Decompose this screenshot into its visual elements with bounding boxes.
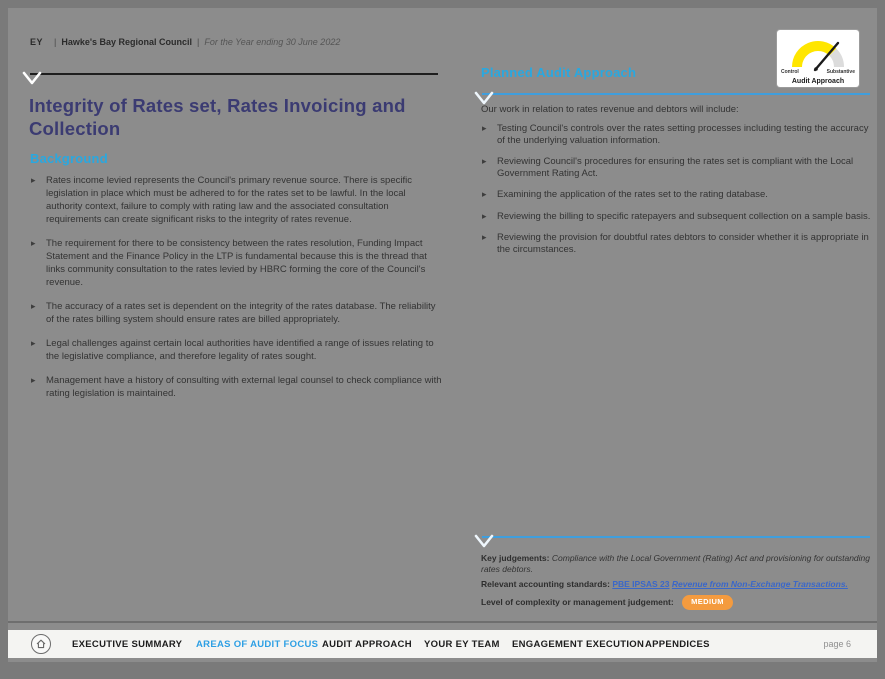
- list-item: ▸ Reviewing the billing to specific ratepayers and subsequent collection on a sample basis.: [481, 211, 875, 223]
- chevron-down-icon: [474, 533, 494, 549]
- nav-appendices[interactable]: APPENDICES: [645, 639, 710, 650]
- slide-page: [8, 8, 877, 662]
- key-judgements-line: [481, 553, 873, 574]
- audit-approach-gauge: [777, 30, 859, 87]
- title-rule: [22, 70, 438, 86]
- chevron-down-icon: [22, 70, 42, 86]
- nav-your-ey-team[interactable]: YOUR EY TEAM: [424, 639, 500, 650]
- nav-audit-approach[interactable]: AUDIT APPROACH: [322, 639, 412, 650]
- header-divider: |: [54, 37, 57, 47]
- accounting-standards-line: [481, 579, 873, 590]
- list-item: ▸ Rates income levied represents the Council's primary revenue source. There is specific legislation in place which must be adhered to for the rates set to be lawful. In the local authority context, failure to comply with rating law and the associated consultation requirements can create significant risks to the integrity of rates revenue.: [30, 174, 444, 226]
- ey-logo: EY: [30, 37, 44, 47]
- nav-engagement-execution[interactable]: ENGAGEMENT EXECUTION: [512, 639, 645, 650]
- list-item: ▸ Testing Council's controls over the rates setting processes including testing the accuracy of the underlying valuation information.: [481, 123, 875, 146]
- list-item: ▸ The requirement for there to be consistency between the rates resolution, Funding Impact Statement and the Finance Policy in the LTP is fundamental because this is the thread that links community consultation to the rates levied by HBRC forming the core of the Council's revenue.: [30, 237, 444, 289]
- gauge-right-label: Substantive: [826, 69, 855, 75]
- approach-intro: Our work in relation to rates revenue and debtors will include:: [481, 104, 739, 115]
- gauge-dial-icon: [777, 30, 859, 87]
- complexity-line: [481, 595, 873, 610]
- key-judgements-text: Compliance with the Local Government (Rating) Act and provisioning for outstanding rates debtors.: [481, 553, 871, 574]
- home-icon: [35, 638, 47, 650]
- footer-nav: [8, 630, 877, 658]
- nav-executive-summary[interactable]: EXECUTIVE SUMMARY: [72, 639, 183, 650]
- page-title: Integrity of Rates set, Rates Invoicing and Collection: [29, 95, 406, 140]
- list-item: ▸ Reviewing the provision for doubtful rates debtors to consider whether it is appropriate in the circumstances.: [481, 232, 875, 255]
- home-button[interactable]: [31, 634, 51, 654]
- header-divider: |: [197, 37, 200, 47]
- page-number: page 6: [823, 639, 851, 649]
- approach-heading: Planned Audit Approach: [481, 65, 637, 80]
- list-item: ▸ Reviewing Council's procedures for ensuring the rates set is compliant with the Local Government Rating Act.: [481, 156, 875, 179]
- key-judgements-label: Key judgements:: [481, 553, 550, 563]
- approach-bullet-list: [481, 123, 875, 265]
- list-item: ▸ The accuracy of a rates set is dependent on the integrity of the rates database. The reliability of the rates billing system should ensure rates are billed appropriately.: [30, 300, 444, 326]
- standards-label: Relevant accounting standards:: [481, 579, 610, 589]
- list-item: ▸ Management have a history of consulting with external legal counsel to check compliance with rating legislation is maintained.: [30, 374, 444, 400]
- document-header: [30, 37, 340, 47]
- client-name: Hawke's Bay Regional Council: [61, 37, 193, 47]
- list-item: ▸ Legal challenges against certain local authorities have identified a range of issues relating to the legislative compliance, and therefore legality of rates sought.: [30, 337, 444, 363]
- complexity-label: Level of complexity or management judgement:: [481, 596, 674, 607]
- nav-areas-of-audit-focus[interactable]: AREAS OF AUDIT FOCUS: [196, 639, 319, 650]
- gauge-left-label: Control: [781, 69, 799, 75]
- list-item: ▸ Examining the application of the rates set to the rating database.: [481, 189, 875, 201]
- complexity-badge: MEDIUM: [682, 595, 733, 610]
- gauge-title: Audit Approach: [791, 78, 845, 85]
- standard-code-link[interactable]: PBE IPSAS 23: [612, 579, 670, 589]
- report-period: For the Year ending 30 June 2022: [204, 37, 341, 47]
- footer-divider: [8, 621, 877, 623]
- assessment-rule: [474, 533, 870, 549]
- standard-name-link[interactable]: Revenue from Non-Exchange Transactions.: [671, 579, 848, 589]
- background-bullet-list: [30, 174, 444, 411]
- background-heading: Background: [30, 151, 108, 166]
